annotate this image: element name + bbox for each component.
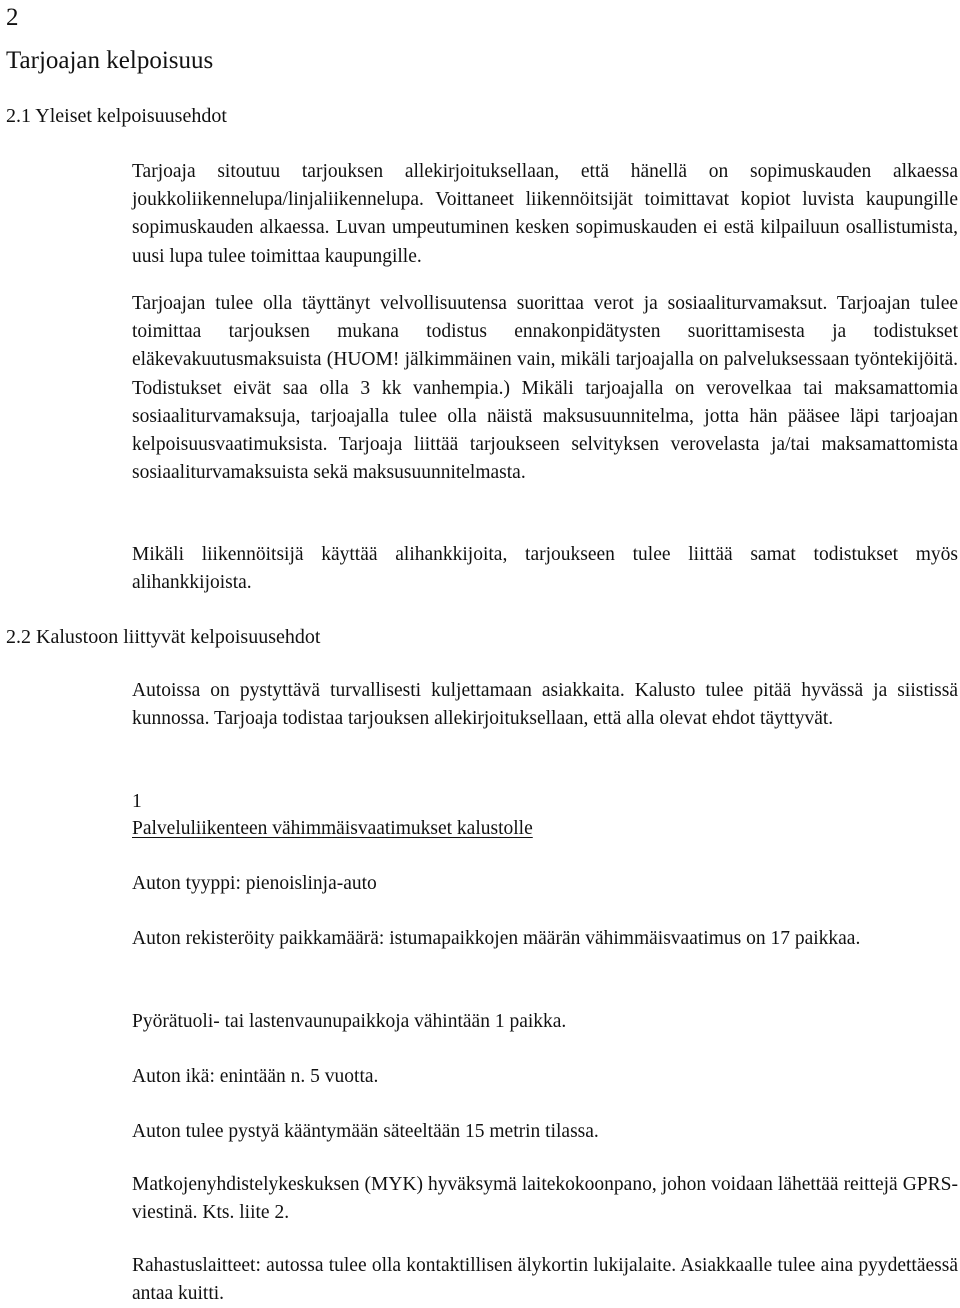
chapter-number: 2	[6, 4, 19, 31]
requirement-seat-count: Auton rekisteröity paikkamäärä: istumapaikkojen määrän vähimmäisvaatimus on 17 paikkaa.	[132, 928, 861, 949]
paragraph-fleet-intro: Autoissa on pystyttävä turvallisesti kuljettamaan asiakkaita. Kalusto tulee pitää hyvässä ja siistissä kunnossa. Tarjoaja todistaa tarjouksen allekirjoituksellaan, että alla olevat ehdot täyttyvät.	[132, 680, 958, 730]
requirement-myk-equipment: Matkojenyhdistelykeskuksen (MYK) hyväksymä laitekokoonpano, johon voidaan lähettää reittejä GPRS-viestinä. Kts. liite 2.	[132, 1174, 958, 1224]
section-heading-general-eligibility: 2.1 Yleiset kelpoisuusehdot	[6, 105, 227, 127]
requirement-wheelchair-space: Pyörätuoli- tai lastenvaunupaikkoja vähintään 1 paikka.	[132, 1011, 567, 1032]
section-heading-fleet-eligibility: 2.2 Kalustoon liittyvät kelpoisuusehdot	[6, 626, 321, 648]
requirement-vehicle-age: Auton ikä: enintään n. 5 vuotta.	[132, 1066, 379, 1087]
requirement-vehicle-type: Auton tyyppi: pienoislinja-auto	[132, 873, 377, 894]
requirement-turning-radius: Auton tulee pystyä kääntymään säteeltään 15 metrin tilassa.	[132, 1121, 599, 1142]
requirements-title: Palveluliikenteen vähimmäisvaatimukset kalustolle	[132, 818, 533, 839]
paragraph-subcontractors: Mikäli liikennöitsijä käyttää alihankkijoita, tarjoukseen tulee liittää samat todistukset myös alihankkijoista.	[132, 544, 958, 594]
requirement-fare-devices: Rahastuslaitteet: autossa tulee olla kontaktillisen älykortin lukijalaite. Asiakkaalle tulee aina pyydettäessä antaa kuitti.	[132, 1255, 958, 1305]
footnote-number: 1	[132, 791, 142, 812]
paragraph-license: Tarjoaja sitoutuu tarjouksen allekirjoituksellaan, että hänellä on sopimuskauden alkaessa joukkoliikennelupa/linjaliikennelupa. Voittaneet liikennöitsijät toimittavat kopiot luvista kaupungille sopimuskauden alkaessa. Luvan umpeutuminen kesken sopimuskauden ei estä kilpailuun osallistumista, uusi lupa tulee toimittaa kaupungille.	[132, 161, 958, 267]
paragraph-taxes: Tarjoajan tulee olla täyttänyt velvollisuutensa suorittaa verot ja sosiaaliturvamaksut. Tarjoajan tulee toimittaa tarjouksen mukana todistus ennakonpidätysten suorittamisesta ja todistukset eläkevakuutusmaksuista (HUOM! jälkimmäinen vain, mikäli tarjoajalla on palveluksessaan työntekijöitä. Todistukset eivät saa olla 3 kk vanhempia.) Mikäli tarjoajalla on verovelkaa tai maksamattomia sosiaaliturvamaksuja, tarjoajalla tulee olla näistä maksusuunnitelma, jotta hän pääsee läpi tarjoajan kelpoisuusvaatimuksista. Tarjoaja liittää tarjoukseen selvityksen verovelasta ja/tai maksamattomista sosiaaliturvamaksuista sekä maksusuunnitelmasta.	[132, 293, 958, 484]
chapter-title: Tarjoajan kelpoisuus	[6, 47, 214, 74]
